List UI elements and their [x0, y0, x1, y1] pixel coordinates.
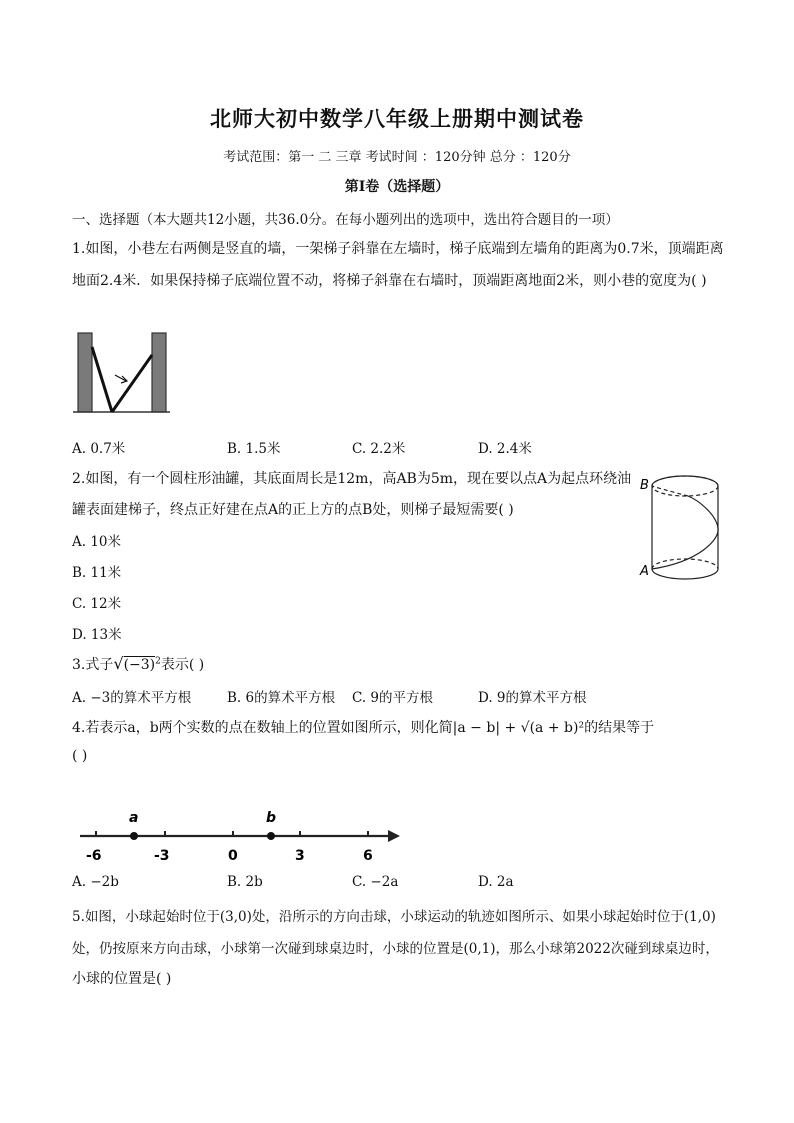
q4-option-b: B. 2b — [227, 874, 263, 890]
right-wall — [152, 333, 166, 412]
q1-option-d: D. 2.4米 — [478, 441, 532, 457]
left-wall — [78, 333, 92, 412]
q2-text-line2: 罐表面建梯子，终点正好建在点A的正上方的点B处，则梯子最短需要( ) — [72, 502, 514, 518]
q3-suffix: 表示( ) — [160, 657, 205, 673]
point-b-label: B — [640, 478, 649, 493]
cylinder-bottom-front — [652, 569, 718, 579]
q1-text-line1: 1.如图，小巷左右两侧是竖直的墙，一架梯子斜靠在左墙时，梯子底端到左墙角的距离为0.7米，顶端距离 — [72, 241, 724, 257]
ladder-path-front — [652, 496, 718, 569]
q2-option-a: A. 10米 — [72, 534, 122, 550]
q4-option-c: C. −2a — [352, 874, 399, 890]
q1-option-b: B. 1.5米 — [227, 441, 281, 457]
q2-option-d: D. 13米 — [72, 627, 122, 643]
exam-info: 考试范围：第一 二 三章 考试时间 ：120分钟 总分 ：120分 — [223, 150, 571, 165]
q1-option-a: A. 0.7米 — [72, 441, 126, 457]
q2-text-line1: 2.如图，有一个圆柱形油罐，其底面周长是12m，高AB为5m，现在要以点A为起点环绕油 — [72, 471, 632, 487]
volume-title: 第I卷（选择题） — [344, 179, 450, 195]
arrow-icon — [115, 375, 127, 383]
q1-option-c: C. 2.2米 — [352, 441, 406, 457]
q3-option-b: B. 6的算术平方根 — [227, 690, 336, 706]
q4-text-line2: ( ) — [72, 748, 88, 764]
q1-text-line2: 地面2.4米．如果保持梯子底端位置不动，将梯子斜靠在右墙时，顶端距离地面2米，则小巷的宽度为( ) — [72, 273, 707, 289]
q5-text-line3: 小球的位置是( ) — [72, 971, 172, 987]
q3-option-a: A. −3的算术平方根 — [72, 690, 192, 706]
ladder-right — [112, 355, 152, 412]
q3-exponent: 2 — [155, 656, 161, 667]
q5-text-line2: 处，仍按原来方向击球，小球第一次碰到球桌边时，小球的位置是(0,1)，那么小球第2022次碰到球桌边时， — [72, 941, 719, 957]
q4-text-line1: 4.若表示a，b两个实数的点在数轴上的位置如图所示，则化简|a − b| + √(a + b)²的结果等于 — [72, 720, 655, 736]
section-heading: 一、选择题（本大题共12小题，共36.0分。在每小题列出的选项中，选出符合题目的一项） — [72, 212, 619, 228]
point-b — [267, 832, 275, 840]
q5-text-line1: 5.如图，小球起始时位于(3,0)处，沿所示的方向击球，小球运动的轨迹如图所示、如果小球起始时位于(1,0) — [72, 909, 716, 925]
q4-option-d: D. 2a — [478, 874, 514, 890]
q2-option-c: C. 12米 — [72, 596, 122, 612]
q3-prefix: 3.式子 — [72, 657, 114, 673]
q3-option-d: D. 9的算术平方根 — [478, 690, 587, 706]
q2-cylinder-figure — [638, 470, 728, 585]
q3-option-c: C. 9的平方根 — [352, 690, 434, 706]
q4-option-a: A. −2b — [72, 874, 119, 890]
tick-label: 6 — [363, 848, 373, 864]
q3-text: 3.式子$√(-3)^2$表示( ) — [72, 654, 205, 673]
cylinder-top-front — [652, 476, 718, 486]
q4-number-line — [70, 805, 410, 867]
tick-label: -3 — [154, 848, 170, 864]
q2-option-b: B. 11米 — [72, 565, 122, 581]
ladder-left — [92, 347, 112, 412]
point-a-label: A — [640, 564, 649, 579]
q1-ladder-figure — [70, 330, 170, 416]
tick-label: 0 — [228, 848, 238, 864]
tick-label: 3 — [295, 848, 305, 864]
point-a — [130, 832, 138, 840]
point-a-label: a — [129, 810, 139, 826]
page-title: 北师大初中数学八年级上册期中测试卷 — [210, 106, 584, 131]
axis-arrow-icon — [388, 830, 400, 842]
point-b-label: b — [266, 810, 277, 826]
tick-label: -6 — [86, 848, 102, 864]
q3-radicand: (−3) — [123, 657, 156, 673]
